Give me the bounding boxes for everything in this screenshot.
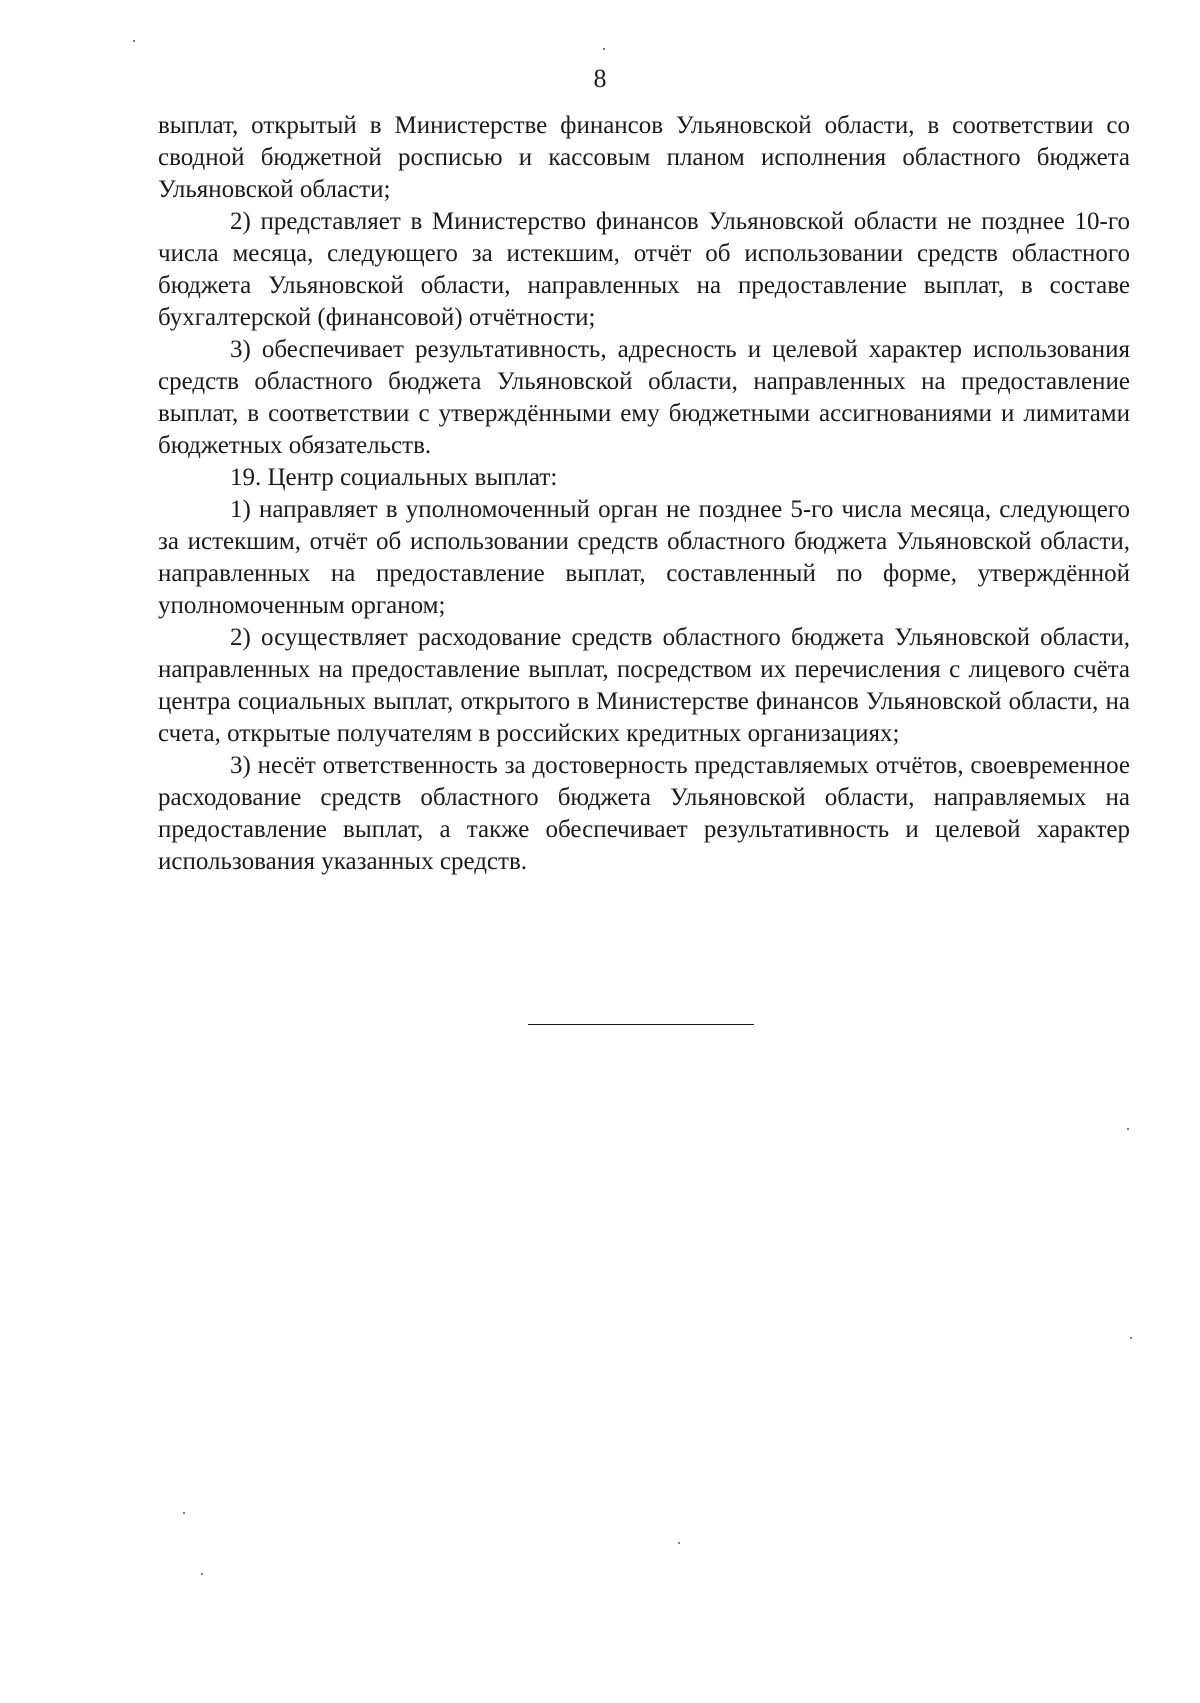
scan-speck	[1130, 1337, 1132, 1339]
paragraph-continuation: выплат, открытый в Министерстве финансов Ульяновской области, в соответствии со сводной бюджетной росписью и кассовым планом исполнения областного бюджета Ульяновской области;	[158, 112, 1130, 203]
scan-speck	[1127, 1128, 1129, 1130]
paragraph-item-3-effectiveness: 3) обеспечивает результативность, адресность и целевой характер использования средств областного бюджета Ульяновской области, направленных на предоставление выплат, в соответствии с утверждёнными ему бюджетными ассигнованиями и лимитами бюджетных обязательств.	[158, 336, 1130, 459]
page-number: 8	[593, 64, 607, 93]
end-of-document-rule	[528, 1024, 754, 1025]
section-19-heading: 19. Центр социальных выплат:	[230, 464, 558, 491]
scan-speck	[201, 1573, 203, 1575]
paragraph-19-item-1: 1) направляет в уполномоченный орган не позднее 5-го числа месяца, следующего за истекшим, отчёт об использовании средств областного бюджета Ульяновской области, направленных на предоставление выплат, составленный по форме, утверждённой уполномоченным органом;	[158, 496, 1130, 619]
paragraph-19-item-2: 2) осуществляет расходование средств областного бюджета Ульяновской области, направленных на предоставление выплат, посредством их перечисления с лицевого счёта центра социальных выплат, открытого в Министерстве финансов Ульяновской области, на счета, открытые получателям в российских кредитных организациях;	[158, 624, 1130, 747]
scan-speck	[678, 1542, 680, 1544]
paragraph-item-2-report: 2) представляет в Министерство финансов Ульяновской области не позднее 10-го числа месяца, следующего за истекшим, отчёт об использовании средств областного бюджета Ульяновской области, направленных на предоставление выплат, в составе бухгалтерской (финансовой) отчётности;	[158, 208, 1130, 331]
scan-speck	[603, 48, 605, 50]
paragraph-19-item-3: 3) несёт ответственность за достоверность представляемых отчётов, своевременное расходование средств областного бюджета Ульяновской области, направляемых на предоставление выплат, а также обеспечивает результативность и целевой характер использования указанных средств.	[158, 752, 1130, 875]
scan-speck	[183, 1512, 185, 1514]
scan-speck	[133, 40, 135, 42]
document-body	[158, 110, 1130, 878]
